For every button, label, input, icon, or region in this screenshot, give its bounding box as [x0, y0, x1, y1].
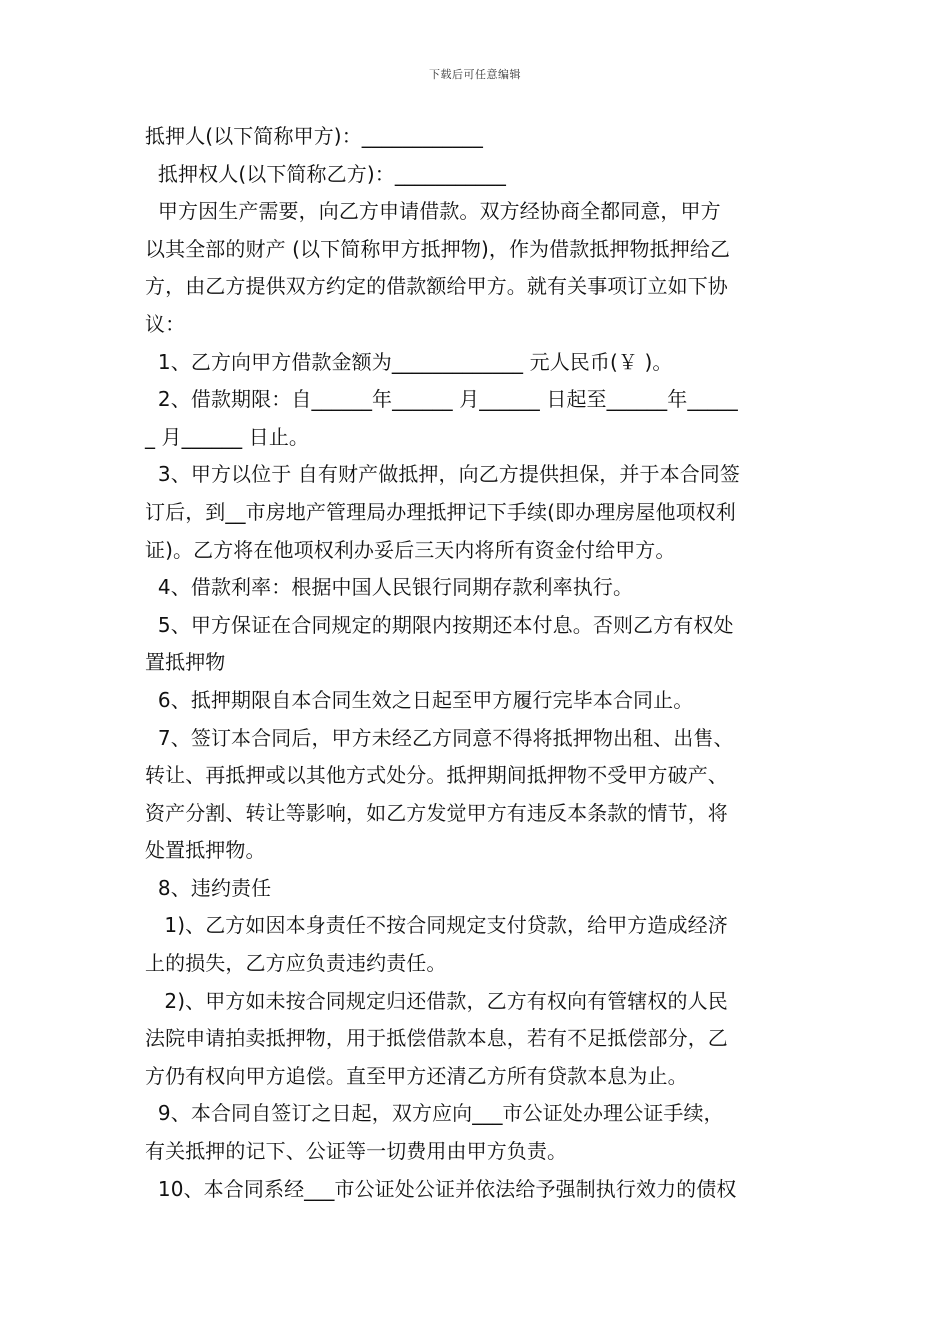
header-note: 下载后可任意编辑	[429, 68, 521, 81]
text-line: 法院申请拍卖抵押物，用于抵偿借款本息，若有不足抵偿部分，乙	[145, 1026, 728, 1051]
text-line: 6、抵押期限自本合同生效之日起至甲方履行完毕本合同止。	[145, 687, 694, 712]
text-line: 抵押人(以下简称甲方)：____________	[145, 124, 484, 148]
text-line: 4、借款利率：根据中国人民银行同期存款利率执行。	[145, 575, 634, 600]
text-line: 方，由乙方提供双方约定的借款额给甲方。就有关事项订立如下协	[145, 274, 728, 299]
text-line: 抵押权人(以下简称乙方)：___________	[145, 161, 506, 186]
text-line: _ 月______ 日止。	[145, 424, 310, 449]
text-line: 8、违约责任	[145, 875, 272, 900]
text-line: 以其全部的财产 (以下简称甲方抵押物)，作为借款抵押物抵押给乙	[145, 236, 731, 261]
text-line: 10、本合同系经___市公证处公证并依法给予强制执行效力的债权	[145, 1176, 737, 1201]
text-line: 议：	[145, 311, 186, 336]
text-line: 2)、甲方如未按合同规定归还借款，乙方有权向有管辖权的人民	[145, 988, 728, 1013]
text-line: 2、借款期限：自______年______ 月______ 日起至______年_____	[145, 387, 738, 412]
text-line: 方仍有权向甲方追偿。直至甲方还清乙方所有贷款本息为止。	[145, 1063, 688, 1088]
text-line: 5、甲方保证在合同规定的期限内按期还本付息。否则乙方有权处	[145, 612, 734, 637]
text-line: 上的损失，乙方应负责违约责任。	[145, 951, 447, 976]
text-line: 有关抵押的记下、公证等一切费用由甲方负责。	[145, 1139, 568, 1164]
text-line: 9、本合同自签订之日起，双方应向___市公证处办理公证手续，	[145, 1101, 724, 1126]
text-line: 资产分割、转让等影响，如乙方发觉甲方有违反本条款的情节，将	[145, 800, 728, 825]
text-line: 1)、乙方如因本身责任不按合同规定支付贷款，给甲方造成经济	[145, 913, 728, 938]
text-line: 3、甲方以位于 自有财产做抵押，向乙方提供担保，并于本合同签	[145, 462, 740, 487]
text-line: 处置抵押物。	[145, 838, 266, 863]
text-line: 7、签订本合同后，甲方未经乙方同意不得将抵押物出租、出售、	[145, 725, 734, 750]
text-line: 转让、再抵押或以其他方式处分。抵押期间抵押物不受甲方破产、	[145, 763, 728, 788]
text-line: 证)。乙方将在他项权利办妥后三天内将所有资金付给甲方。	[145, 537, 676, 562]
text-line: 甲方因生产需要，向乙方申请借款。双方经协商全都同意，甲方	[145, 199, 721, 224]
text-line: 置抵押物	[145, 650, 226, 675]
text-line: 1、乙方向甲方借款金额为_____________ 元人民币(￥ )。	[145, 349, 673, 374]
text-line: 订后，到__市房地产管理局办理抵押记下手续(即办理房屋他项权利	[145, 499, 736, 524]
contract-body	[145, 118, 810, 1208]
